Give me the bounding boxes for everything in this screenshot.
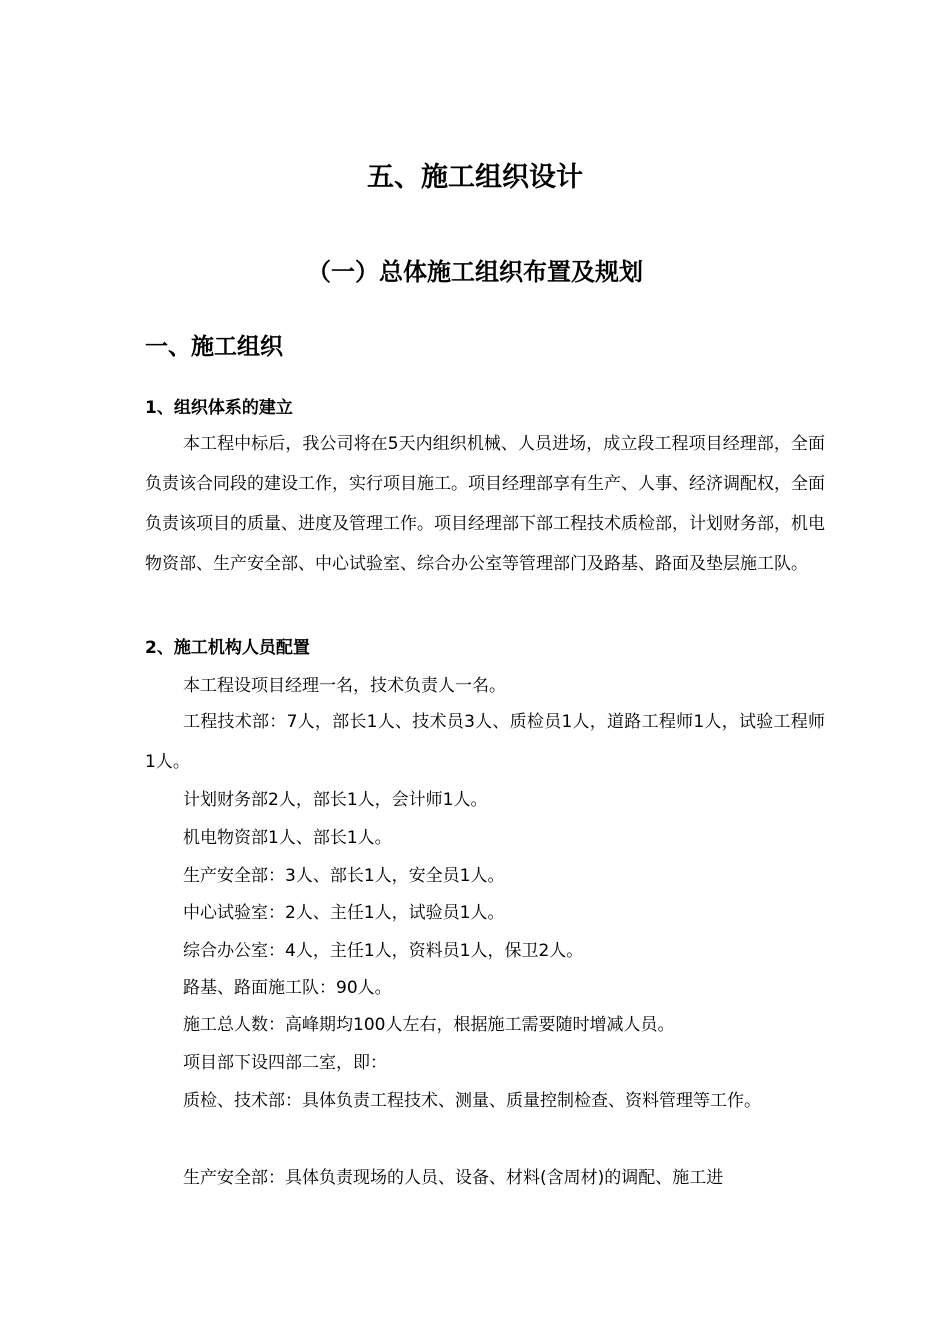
staff-line: 中心试验室：2人、主任1人，试验员1人。 <box>183 903 505 923</box>
staff-line: 生产安全部：3人、部长1人，安全员1人。 <box>183 866 505 886</box>
staff-line: 计划财务部2人，部长1人，会计师1人。 <box>183 790 488 810</box>
staff-line: 生产安全部：具体负责现场的人员、设备、材料(含周材)的调配、施工进 <box>183 1168 724 1188</box>
staff-line: 工程技术部：7人，部长1人、技术员3人、质检员1人，道路工程师1人，试验工程师1人。 <box>145 712 825 772</box>
subsection-heading-2: 2、施工机构人员配置 <box>145 638 310 658</box>
staff-line: 综合办公室：4人，主任1人，资料员1人，保卫2人。 <box>183 941 584 961</box>
subsection-heading-1: 1、组织体系的建立 <box>145 398 293 418</box>
section-heading: 一、施工组织 <box>145 334 283 360</box>
staff-line: 施工总人数：高峰期均100人左右，根据施工需要随时增减人员。 <box>183 1015 675 1035</box>
staff-line: 机电物资部1人、部长1人。 <box>183 828 392 848</box>
staff-line: 本工程设项目经理一名，技术负责人一名。 <box>183 676 506 696</box>
document-title: 五、施工组织设计 <box>367 162 583 193</box>
staff-line: 质检、技术部：具体负责工程技术、测量、质量控制检查、资料管理等工作。 <box>183 1091 761 1111</box>
subsection-1-paragraph: 本工程中标后，我公司将在5天内组织机械、人员进场，成立段工程项目经理部，全面负责该合同段的建设工作，实行项目施工。项目经理部享有生产、人事、经济调配权，全面负责该项目的质量、进度及管理工作。项目经理部下部工程技术质检部，计划财务部，机电物资部、生产安全部、中心试验室、综合办公室等管理部门及路基、路面及垫层施工队。 <box>145 434 825 574</box>
staff-line: 路基、路面施工队：90人。 <box>183 978 392 998</box>
chapter-subtitle: （一）总体施工组织布置及规划 <box>307 258 643 286</box>
staff-line: 项目部下设四部二室，即： <box>183 1053 387 1073</box>
